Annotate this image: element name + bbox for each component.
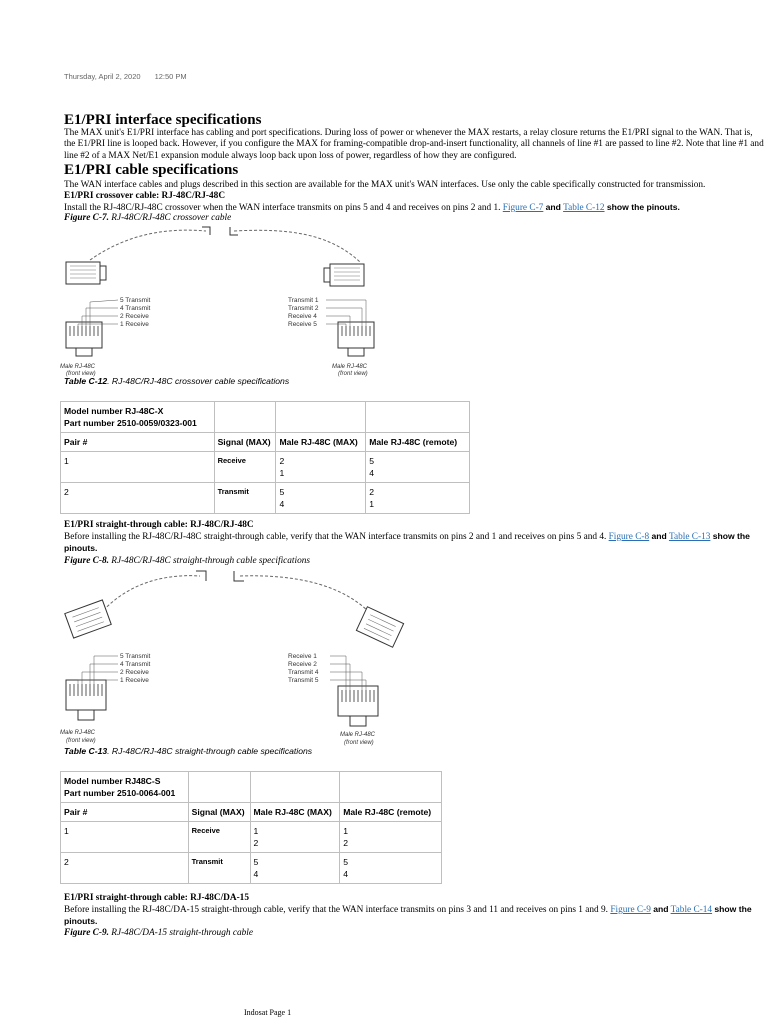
table-c13-title: RJ-48C/RJ-48C straight-through cable specifications <box>111 746 313 756</box>
right-pin-label: Transmit 1 <box>288 297 319 304</box>
da15-text: Before installing the RJ-48C/DA-15 straight-through cable, verify that the WAN interface transmits on pins 3 and 11 and receives on pins 1 and 9. <box>64 905 608 915</box>
right-plug-label: Male RJ-48C <box>332 364 368 370</box>
left-pin-label: 2 Receive <box>120 313 149 320</box>
crossover-cable-diagram <box>60 222 420 378</box>
table-header: Male RJ-48C (remote) <box>366 433 470 452</box>
table-header: Male RJ-48C (remote) <box>340 803 442 822</box>
cable-left <box>90 230 206 260</box>
da15-paragraph: Before installing the RJ-48C/DA-15 straight-through cable, verify that the WAN interface transmits on pins 3 and 11 and receives on pins 1 and 9. Figure C-9 and Table C-14 show the pinouts. <box>64 904 752 927</box>
table-row: 1 Receive 1 2 1 2 <box>61 822 442 853</box>
crossover-paragraph: Install the RJ-48C/RJ-48C crossover when the WAN interface transmits on pins 5 and 4 and receives on pins 2 and 1. Figure C-7 and Table C-12 show the pinouts. <box>64 202 680 213</box>
table-header: Signal (MAX) <box>188 803 250 822</box>
straight-spec-table <box>60 771 442 884</box>
figure-c9-link[interactable]: Figure C-9 <box>610 905 651 915</box>
right-plug-side-view <box>324 264 364 286</box>
right-plug-side-view <box>356 607 403 647</box>
left-plug-sublabel: (front view) <box>66 738 96 744</box>
right-pin-label: Receive 5 <box>288 321 317 328</box>
figure-c9-label: Figure C-9. <box>64 928 109 938</box>
left-pin-label: 4 Transmit <box>120 661 151 668</box>
table-c12-caption: Table C-12. RJ-48C/RJ-48C crossover cable specifications <box>64 376 290 386</box>
crossover-text: Install the RJ-48C/RJ-48C crossover when the WAN interface transmits on pins 5 and 4 and receives on pins 2 and 1. <box>64 203 501 213</box>
table-row: 2 Transmit 5 4 2 1 <box>61 483 470 514</box>
table-header: Pair # <box>61 803 189 822</box>
left-plug-side-view <box>66 262 106 284</box>
section-body-cables: The WAN interface cables and plugs described in this section are available for the MAX unit's WAN interfaces. Use only the cable specifically constructed for transmission. <box>64 180 706 190</box>
right-pin-label: Transmit 2 <box>288 305 319 312</box>
right-pin-label: Receive 4 <box>288 313 317 320</box>
table-c13-caption: Table C-13. RJ-48C/RJ-48C straight-through cable specifications <box>64 746 313 756</box>
table-c14-link[interactable]: Table C-14 <box>670 905 713 915</box>
table-c12-label: Table C-12 <box>64 376 108 386</box>
header-time: 12:50 PM <box>154 72 187 81</box>
left-pin-label: 1 Receive <box>120 321 149 328</box>
right-pin-label: Transmit 5 <box>288 677 319 684</box>
right-plug-front-view <box>330 656 378 726</box>
figure-c9-caption <box>64 928 253 938</box>
figure-c9-title: RJ-48C/DA-15 straight-through cable <box>111 928 253 938</box>
straight-heading: E1/PRI straight-through cable: RJ-48C/RJ-48C <box>64 520 254 530</box>
table-c13-label: Table C-13 <box>64 746 108 756</box>
left-pin-label: 5 Transmit <box>120 653 151 660</box>
page-header-datetime <box>64 72 187 81</box>
straight-cable-diagram <box>60 566 420 748</box>
left-plug-label: Male RJ-48C <box>60 364 96 370</box>
left-plug-label: Male RJ-48C <box>60 730 96 736</box>
left-plug-front-view <box>66 656 118 720</box>
left-plug-sublabel: (front view) <box>66 371 96 377</box>
table-c12-title: RJ-48C/RJ-48C crossover cable specifications <box>111 376 290 386</box>
table-header: Pair # <box>61 433 215 452</box>
left-pin-label: 2 Receive <box>120 669 149 676</box>
table-header: Male RJ-48C (MAX) <box>250 803 340 822</box>
header-date: Thursday, April 2, 2020 <box>64 72 141 81</box>
right-pin-label: Receive 1 <box>288 653 317 660</box>
table-c12-link[interactable]: Table C-12 <box>563 203 605 213</box>
right-plug-label: Male RJ-48C <box>340 732 376 738</box>
crossover-spec-table <box>60 401 470 514</box>
figure-c7-link[interactable]: Figure C-7 <box>502 203 544 213</box>
figure-c8-title: RJ-48C/RJ-48C straight-through cable specifications <box>111 556 311 566</box>
model-cell: Model number RJ-48C-X Part number 2510-0059/0323-001 <box>61 402 215 433</box>
straight-text: Before installing the RJ-48C/RJ-48C straight-through cable, verify that the WAN interface transmits on pins 2 and 1 and receives on pins 5 and 4. <box>64 532 607 542</box>
right-plug-sublabel: (front view) <box>344 740 374 746</box>
da15-heading: E1/PRI straight-through cable: RJ-48C/DA-15 <box>64 893 249 903</box>
figure-c7-label: Figure C-7. <box>64 213 109 223</box>
crossover-tail: show the pinouts <box>606 202 678 212</box>
right-pin-label: Transmit 4 <box>288 669 319 676</box>
figure-c8-label: Figure C-8. <box>64 556 109 566</box>
left-pin-label: 4 Transmit <box>120 305 151 312</box>
figure-c8-link[interactable]: Figure C-8 <box>608 532 650 542</box>
right-plug-sublabel: (front view) <box>338 371 368 377</box>
table-row: 2 Transmit 5 4 5 4 <box>61 853 442 884</box>
table-header: Male RJ-48C (MAX) <box>276 433 366 452</box>
figure-c8-caption <box>64 556 310 566</box>
table-c13-link[interactable]: Table C-13 <box>668 532 711 542</box>
cable-right <box>234 230 360 262</box>
model-cell: Model number RJ48C-S Part number 2510-0064-001 <box>61 772 189 803</box>
figure-c7-title: RJ-48C/RJ-48C crossover cable <box>111 213 232 223</box>
section-title-cables: E1/PRI cable specifications <box>64 162 239 178</box>
left-plug-front-view <box>66 300 118 356</box>
page-footer: Indosat Page 1 <box>244 1008 292 1017</box>
left-plug-side-view <box>65 600 111 638</box>
table-header: Signal (MAX) <box>214 433 276 452</box>
and-text: and <box>545 202 561 212</box>
section-body-interface: The MAX unit's E1/PRI interface has cabling and port specifications. During loss of power or whenever the MAX restarts, a relay closure returns the E1/PRI signal to the WAN. That is, the E1/PRI line is looped back. However, if you configure the MAX for framing-compatible drop-and-insert functionality, all channels of line #1 are passed to line #2. Note that line #1 and line #2 of a MAX Net/E1 expansion module always loop back upon loss of power, regardless of how they are configured. <box>64 128 764 161</box>
left-pin-label: 1 Receive <box>120 677 149 684</box>
straight-paragraph: Before installing the RJ-48C/RJ-48C straight-through cable, verify that the WAN interface transmits on pins 2 and 1 and receives on pins 5 and 4. Figure C-8 and Table C-13 show the pinouts. <box>64 531 750 554</box>
crossover-heading: E1/PRI crossover cable: RJ-48C/RJ-48C <box>64 191 226 201</box>
left-pin-label: 5 Transmit <box>120 297 151 304</box>
cable-break <box>202 227 238 235</box>
table-row: 1 Receive 2 1 5 4 <box>61 452 470 483</box>
section-title-interface: E1/PRI interface specifications <box>64 112 262 128</box>
right-pin-label: Receive 2 <box>288 661 317 668</box>
right-plug-front-view <box>326 300 374 356</box>
